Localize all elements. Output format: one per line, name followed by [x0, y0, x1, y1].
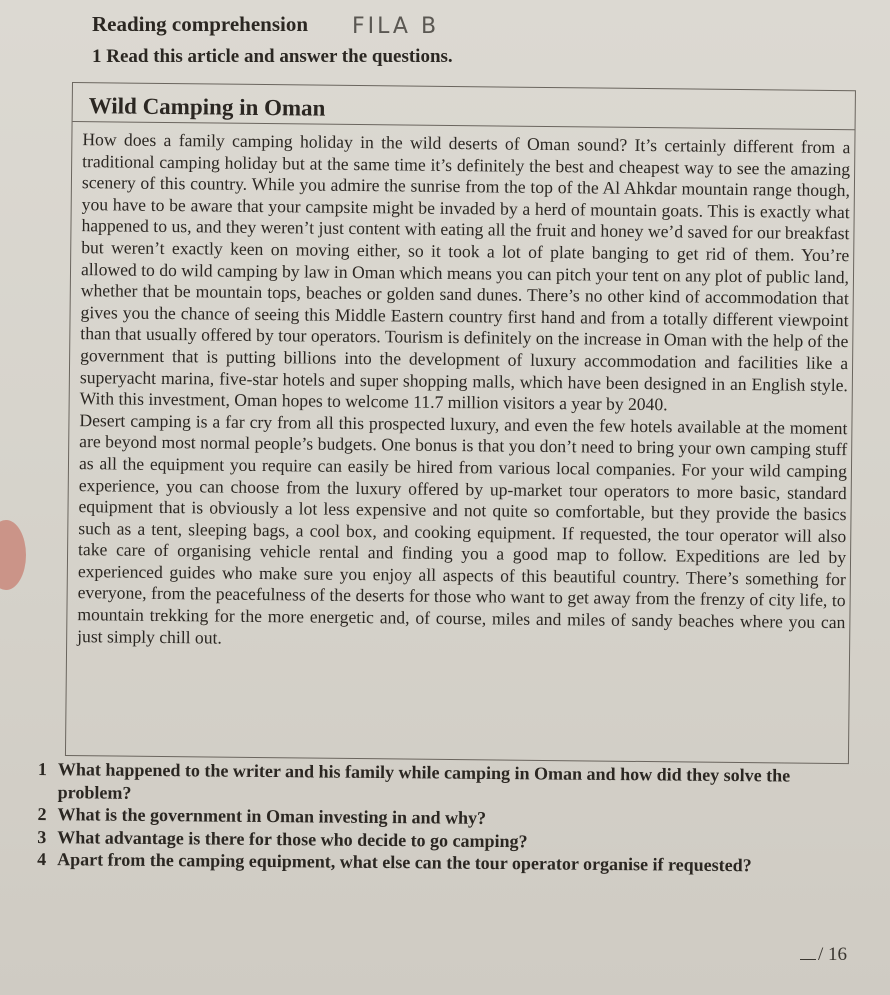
question-number: 4 — [37, 848, 47, 870]
score-blank[interactable] — [800, 959, 816, 960]
article-body — [77, 129, 850, 655]
question-item — [38, 758, 838, 810]
question-text: What is the government in Oman investing in and why? — [57, 804, 487, 828]
exercise-instruction: 1 Read this article and answer the questions. — [92, 46, 453, 67]
score-box — [800, 944, 847, 966]
handwritten-note: FILA B — [352, 14, 440, 39]
title-divider — [73, 121, 855, 130]
question-number: 3 — [37, 826, 47, 847]
question-list — [37, 758, 838, 877]
article-paragraph-1: How does a family camping holiday in the wild deserts of Oman sound? It’s certainly different from a traditional camping holiday but at the same time it’s definitely the best and cheapest way to see the amazing scenery of this country. While you admire the sunrise from the top of the Al Ahkdar mountain range though, you have to be aware that your campsite might be invaded by a herd of mountain goats. This is exactly what happened to us, and they weren’t just content with eating all the fruit and honey we’d saved for our breakfast but weren’t exactly keen on moving either, so it took a lot of plate banging to get rid of them. You’re allowed to do wild camping by law in Oman which means you can pitch your tent on any plot of public land, whether that be mountain tops, beaches or golden sand dunes. There’s no other kind of accommodation that gives you the chance of seeing this Middle Eastern country first hand and from a totally different viewpoint than that usually offered by tour operators. Tourism is definitely on the increase in Oman with the help of the government that is putting billions into the development of luxury accommodation and facilities like a superyacht marina, five-star hotels and super shopping malls, which have been designed in an English style. With this investment, Oman hopes to welcome 11.7 million visitors a year by 2040. — [79, 129, 851, 415]
question-number: 1 — [37, 758, 47, 780]
question-text: What happened to the writer and his family while camping in Oman and how did they solve the problem? — [57, 759, 791, 803]
article-title: Wild Camping in Oman — [88, 93, 326, 121]
article-paragraph-2: Desert camping is a far cry from all this prospected luxury, and even the few hotels available at the moment are beyond most normal people’s budgets. One bonus is that you don’t need to bring your own camping stuff as all the equipment you require can easily be hired from various local companies. For your wild camping experience, you can choose from the luxury offered by up-market tour operators to more basic, standard equipment that is obviously a lot less expensive and not quite so comfortable, but they provide the basics such as a tent, sleeping bags, a cool box, and cooking equipment. If requested, the tour operator will also take care of organising vehicle rental and finding you a good map to follow. Expeditions are led by experienced guides who make sure you enjoy all aspects of this beautiful country. There’s something for everyone, from the peacefulness of the deserts for those who want to get away from the frenzy of city life, to mountain trekking for the more energetic and, of course, miles and miles of sandy beaches where you can just simply chill out. — [77, 409, 848, 648]
question-text: Apart from the camping equipment, what else can the tour operator organise if requested? — [57, 849, 752, 876]
score-total: / 16 — [818, 944, 848, 965]
finger-shadow — [0, 520, 26, 590]
article-box — [65, 82, 856, 764]
question-text: What advantage is there for those who decide to go camping? — [57, 826, 528, 851]
section-title: Reading comprehension — [92, 12, 309, 36]
question-number: 2 — [37, 803, 47, 825]
